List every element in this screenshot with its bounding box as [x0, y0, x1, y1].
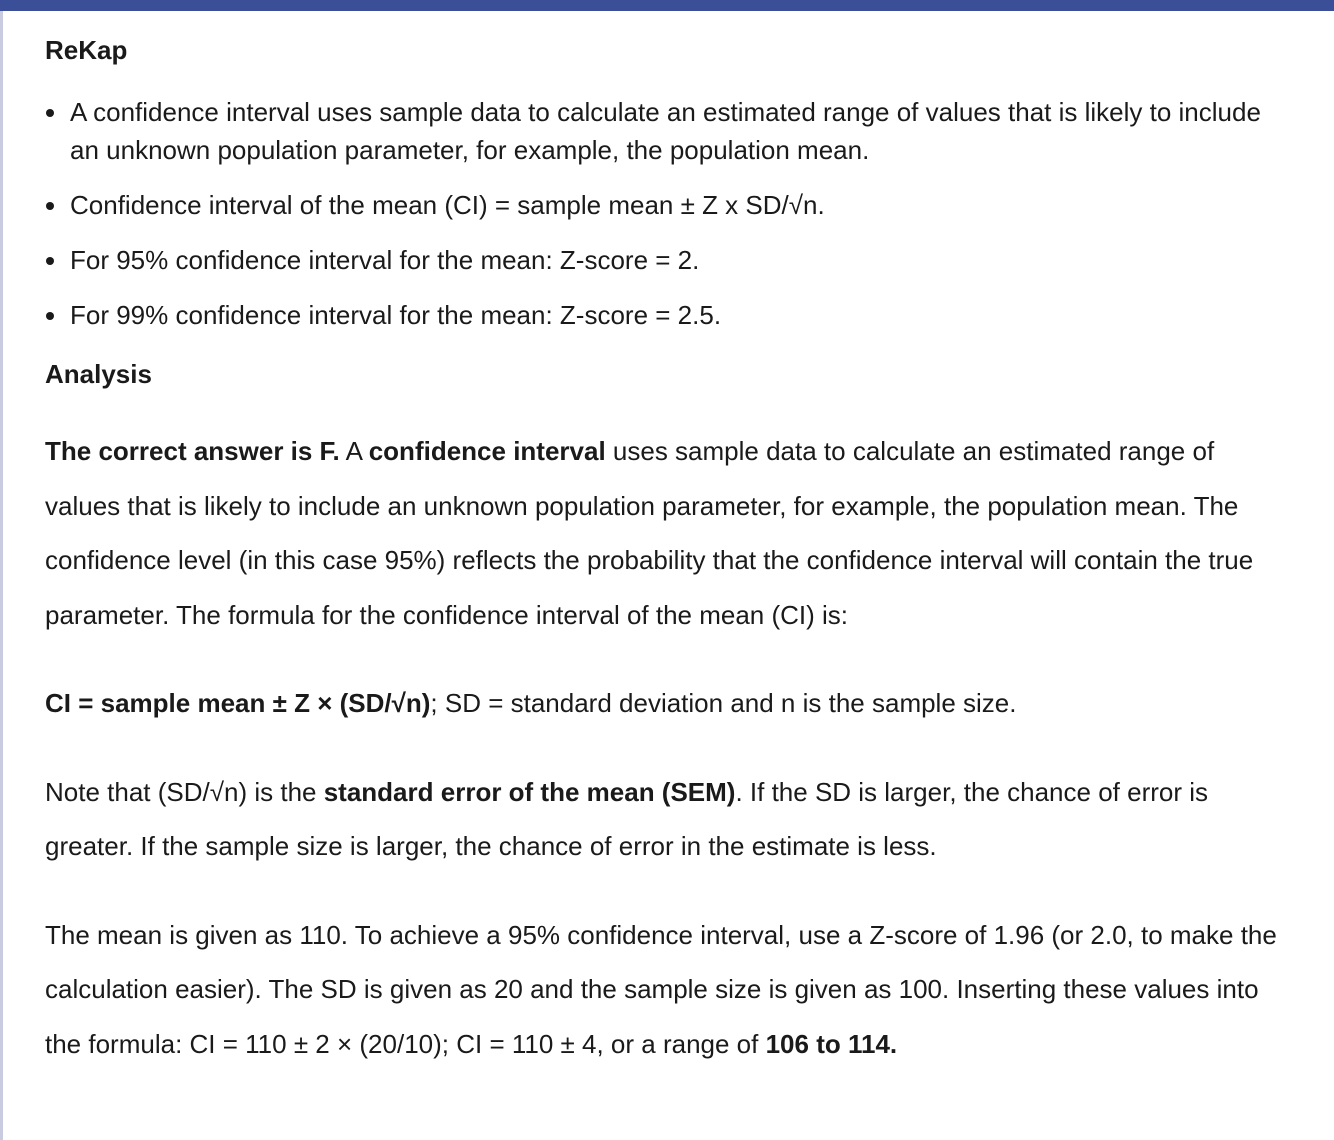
- analysis-paragraph-calculation: [45, 908, 1295, 1072]
- text-span: uses sample data to calculate an estimated range of values that is likely to include an unknown population parameter, for example, the population mean. The confidence level (in this case 95%) reflects the probability that the confidence interval will contain the true parameter. The formula for the confidence interval of the mean (CI) is:: [45, 436, 1254, 630]
- text-span: ; SD = standard deviation and n is the sample size.: [430, 688, 1017, 718]
- text-span: . If the SD is larger, the chance of error is greater. If the sample size is larger, the chance of error in the estimate is less.: [45, 776, 1208, 861]
- text-span: A: [339, 436, 369, 466]
- explanation-content: [45, 30, 1295, 1105]
- analysis-paragraph-answer: [45, 424, 1295, 642]
- result-range: 106 to 114.: [765, 1028, 898, 1059]
- rekap-bullet-list: [45, 93, 1295, 334]
- analysis-paragraph-sem: [45, 765, 1295, 874]
- analysis-paragraph-formula: [45, 676, 1295, 731]
- rekap-bullet-4: For 99% confidence interval for the mean: Z-score = 2.5.: [45, 296, 1295, 334]
- term-sem: standard error of the mean (SEM): [323, 776, 736, 807]
- text-span: The mean is given as 110. To achieve a 95% confidence interval, use a Z-score of 1.96 (or 2.0, to make the calculation easier). The SD is given as 20 and the sample size is given as 100. Inserting these values into the formula: CI = 110 ± 2 × (20/10); CI = 110 ± 4, or a range of: [45, 919, 1277, 1059]
- analysis-heading: Analysis: [45, 359, 152, 389]
- rekap-bullet-3: For 95% confidence interval for the mean: Z-score = 2.: [45, 241, 1295, 279]
- top-accent-bar: [0, 0, 1334, 11]
- rekap-bullet-1: A confidence interval uses sample data to calculate an estimated range of values that is likely to include an unknown population parameter, for example, the population mean.: [45, 93, 1295, 169]
- term-confidence-interval: confidence interval: [368, 436, 606, 466]
- correct-answer-statement: The correct answer is F.: [45, 436, 340, 466]
- text-span: Note that (SD/√n) is the: [45, 776, 324, 807]
- ci-formula: CI = sample mean ± Z × (SD/√n): [45, 688, 431, 718]
- rekap-heading: ReKap: [45, 35, 128, 65]
- rekap-bullet-2: Confidence interval of the mean (CI) = sample mean ± Z x SD/√n.: [45, 186, 1295, 224]
- left-border: [0, 11, 3, 1140]
